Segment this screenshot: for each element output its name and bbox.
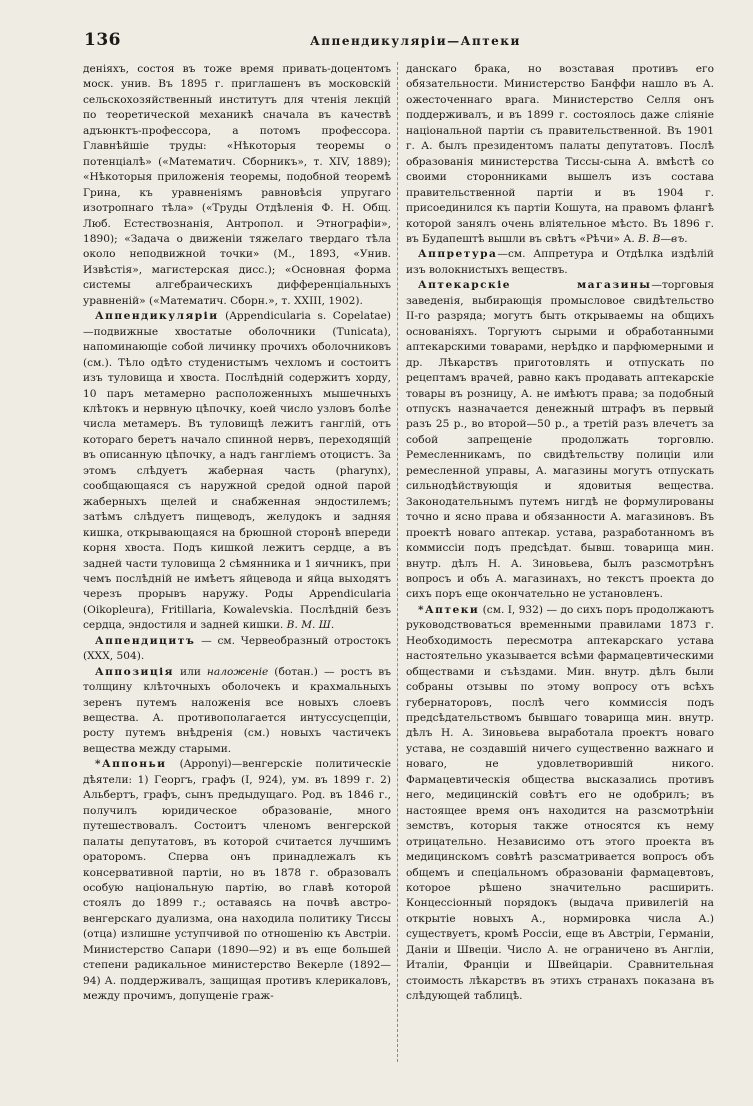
running-head: Аппендикуляріи—Аптеки bbox=[310, 34, 521, 48]
entry-headword: Аппендикуляріи bbox=[95, 310, 219, 323]
entry-headword: *Аптеки bbox=[418, 603, 480, 616]
entry-headword: Аппретура bbox=[418, 248, 498, 261]
entry-body: —торговыя заведенія, выбирающія промысловое свидѣтельство II-го разряда; могутъ быть открываемы на общихъ основаніяхъ. Торгуютъ сырыми и обработанными аптекарскими товарами, нерѣдко и парфюмерными и др. Лѣкарствъ приготовлять и отпускать по рецептамъ врачей, равно какъ продавать аптекарскіе товары въ розницу, А. не имѣютъ права; за подобный отпускъ назначается денежный штрафъ въ первый разъ 25 р., во второй—50 р., а третій разъ влечетъ за собой запрещеніе продолжать торговлю. Ремесленникамъ, по свидѣтельству полиціи или ремесленной управы, А. магазины могутъ отпускать сильнодѣйствующія и ядовитыя вещества. Законодательнымъ путемъ нигдѣ не формулированы точно и ясно права и обязанности А. магазиновъ. Въ проектѣ новаго аптекар. устава, разработанномъ въ коммиссіи подъ предсѣдат. бывш. товарища мин. внутр. дѣлъ Н. А. Зиновьева, былъ разсмотрѣнъ вопросъ и объ А. магазинахъ, но текстъ проекта до сихъ поръ еще окончательно не установленъ. bbox=[406, 279, 714, 601]
entry-body: — см. Червеобразный отростокъ (XXX, 504). bbox=[83, 634, 391, 663]
entry-appendicularia bbox=[83, 309, 391, 634]
paragraph-continuation bbox=[406, 62, 714, 247]
entry-appretura bbox=[406, 247, 714, 278]
entry-headword: *Аппоньи bbox=[95, 758, 167, 771]
entry-body: (ботан.) — ростъ въ толщину клѣточныхъ оболочекъ и крахмальныхъ зеренъ путемъ наложенія все новыхъ слоевъ вещества. А. противополагается интуссусцепціи, росту путемъ внѣдренія (см.) новыхъ частичекъ вещества между старыми. bbox=[83, 665, 391, 755]
entry-pharmacies bbox=[406, 603, 714, 1005]
entry-apposition bbox=[83, 665, 391, 758]
right-column bbox=[406, 62, 714, 1005]
entry-body: —см. Аппретура и Отдѣлка издѣлій изъ волокнистыхъ веществъ. bbox=[406, 248, 714, 276]
author-signature: В. В—въ. bbox=[638, 232, 688, 245]
entry-body: или bbox=[174, 665, 207, 678]
entry-body: данскаго брака, но возставая противъ его обязательности. Министерство Банффи нашло въ А. ожесточеннаго врага. Министерство Селля онъ поддерживалъ, и въ 1899 г. состоялось даже сліяніе національной партіи съ правительственной. Въ 1901 г. А. былъ президентомъ палаты депутатовъ. Послѣ образованія министерства Тиссы-сына А. вмѣстѣ со своими сторонниками вышелъ изъ состава правительственной партіи и въ 1904 г. присоединился къ партіи Кошута, на правомъ флангѣ которой занялъ очень вліятельное мѣсто. Въ 1896 г. въ Будапештѣ вышли въ свѣтъ «Рѣчи» А. bbox=[406, 63, 714, 245]
entry-headword: Аппендицитъ bbox=[95, 634, 196, 647]
left-column bbox=[83, 62, 391, 1005]
author-signature: В. М. Ш. bbox=[286, 619, 335, 632]
entry-synonym: наложеніе bbox=[206, 665, 269, 678]
entry-apponyi bbox=[83, 757, 391, 1004]
entry-body: (Appendicularia s. Copelatae)—подвижные хвостатые оболочники (Tunicata), напоминающіе собой личинку прочихъ оболочниковъ (см.). Тѣло одѣто студенистымъ чехломъ и состоитъ изъ туловища и хвоста. Послѣдній содержитъ хорду, 10 паръ метамерно расположенныхъ мышечныхъ клѣтокъ и нервную цѣпочку, коей число узловъ болѣе числа метамеръ. Въ туловищѣ лежитъ ганглій, отъ котораго беретъ начало спинной нервъ, переходящій въ описанную цѣпочку, а надъ гангліемъ отоцистъ. За этомъ слѣдуетъ жаберная часть (pharynx), сообщающаяся съ наружной средой одной парой жаберныхъ щелей и снабженная эндостилемъ; затѣмъ слѣдуетъ пищеводъ, желудокъ и задняя кишка, открывающаяся на брюшной сторонѣ впереди корня хвоста. Подъ кишкой лежитъ сердце, а въ задней части туловища 2 сѣмянника и 1 яичникъ, при чемъ послѣдній не имѣетъ яйцевода и яйца выходятъ черезъ прорывъ наружу. Роды Appendicularia (Oikopleura), Fritillaria, Kowalevskia. Послѣдній безъ сердца, эндостиля и задней кишки. bbox=[83, 310, 391, 632]
column-divider bbox=[397, 62, 398, 1062]
entry-headword: Аптекарскіе магазины bbox=[418, 279, 652, 292]
entry-headword: Аппозиція bbox=[95, 665, 174, 678]
paragraph-continuation: деніяхъ, состоя въ тоже время привать-доцентомъ моск. унив. Въ 1895 г. приглашенъ въ московскій сельскохозяйственный институтъ для чтенія лекцій по теоретической механикѣ сначала въ качествѣ адъюнктъ-профессора, а потомъ профессора. Главнѣйшіе труды: «Нѣкоторыя теоремы о потенціалѣ» («Математич. Сборникъ», т. XIV, 1889); «Нѣкоторыя приложенія теоремы, подобной теоремѣ Грина, къ уравненіямъ равновѣсія упругаго изотропнаго тѣла» («Труды Отдѣленія Ф. Н. Общ. Люб. Естествознанія, Антропол. и Этнографіи», 1890); «Задача о движеніи тяжелаго твердаго тѣла около неподвижной точки» (М., 1893, «Унив. Извѣстія», магистерская дисс.); «Основная форма системы алгебраическихъ дифференціальныхъ уравненій» («Математич. Сборн.», т. XXIII, 1902). bbox=[83, 63, 391, 307]
entry-pharmacy-shops bbox=[406, 278, 714, 603]
entry-appendicitis bbox=[83, 634, 391, 665]
page-number: 136 bbox=[84, 30, 121, 50]
entry-body: (Apponyi)—венгерскіе политическіе дѣятели: 1) Георгъ, графъ (I, 924), ум. въ 1899 г. 2) Альбертъ, графъ, сынъ предыдущаго. Род. въ 1846 г., получилъ юридическое образованіе, много путешествовалъ. Состоитъ членомъ венгерской палаты депутатовъ, въ которой считается лучшимъ ораторомъ. Сперва онъ принадлежалъ къ консервативной партіи, но въ 1878 г. образовалъ особую національную партію, во главѣ которой стоялъ до 1899 г.; оставаясь на почвѣ австро-венгерскаго дуализма, она находила политику Тиссы (отца) излишне уступчивой по отношенію къ Австріи. Министерство Сапари (1890—92) и въ еще большей степени радикальное министерство Векерле (1892—94) А. поддерживалъ, защищая противъ клерикаловъ, между прочимъ, допущеніе граж- bbox=[83, 758, 391, 1003]
entry-body: (см. I, 932) — до сихъ поръ продолжаютъ руководствоваться временными правилами 1873 г. Необходимость пересмотра аптекарскаго устава настоятельно указывается всѣми фармацевтическими обществами и съѣздами. Мин. внутр. дѣлъ были собраны отзывы по этому вопросу отъ всѣхъ губернаторовъ, послѣ чего коммиссія подъ предсѣдательствомъ бывшаго товарища мин. внутр. дѣлъ Н. А. Зиновьева выработала проектъ новаго устава, не создавшій ничего существенно важнаго и новаго, не удовлетворившій никого. Фармацевтическія общества высказались противъ него, медицинскій совѣтъ его не одобрилъ; въ настоящее время онъ находится на разсмотрѣніи земствъ, которыя также относятся къ нему отрицательно. Независимо отъ этого проекта въ медицинскомъ совѣтѣ разсматривается вопросъ объ общемъ и спеціальномъ образованіи фармацевтовъ, которое рѣшено значительно расширить. Концессіонный порядокъ (выдача привилегій на открытіе новыхъ А., нормировка числа А.) существуетъ, кромѣ Россіи, еще въ Австріи, Германіи, Даніи и Швеціи. Число А. не ограничено въ Англіи, Италіи, Франціи и Швейцаріи. Сравнительная стоимость лѣкарствъ въ этихъ странахъ показана въ слѣдующей таблицѣ. bbox=[406, 603, 714, 1003]
